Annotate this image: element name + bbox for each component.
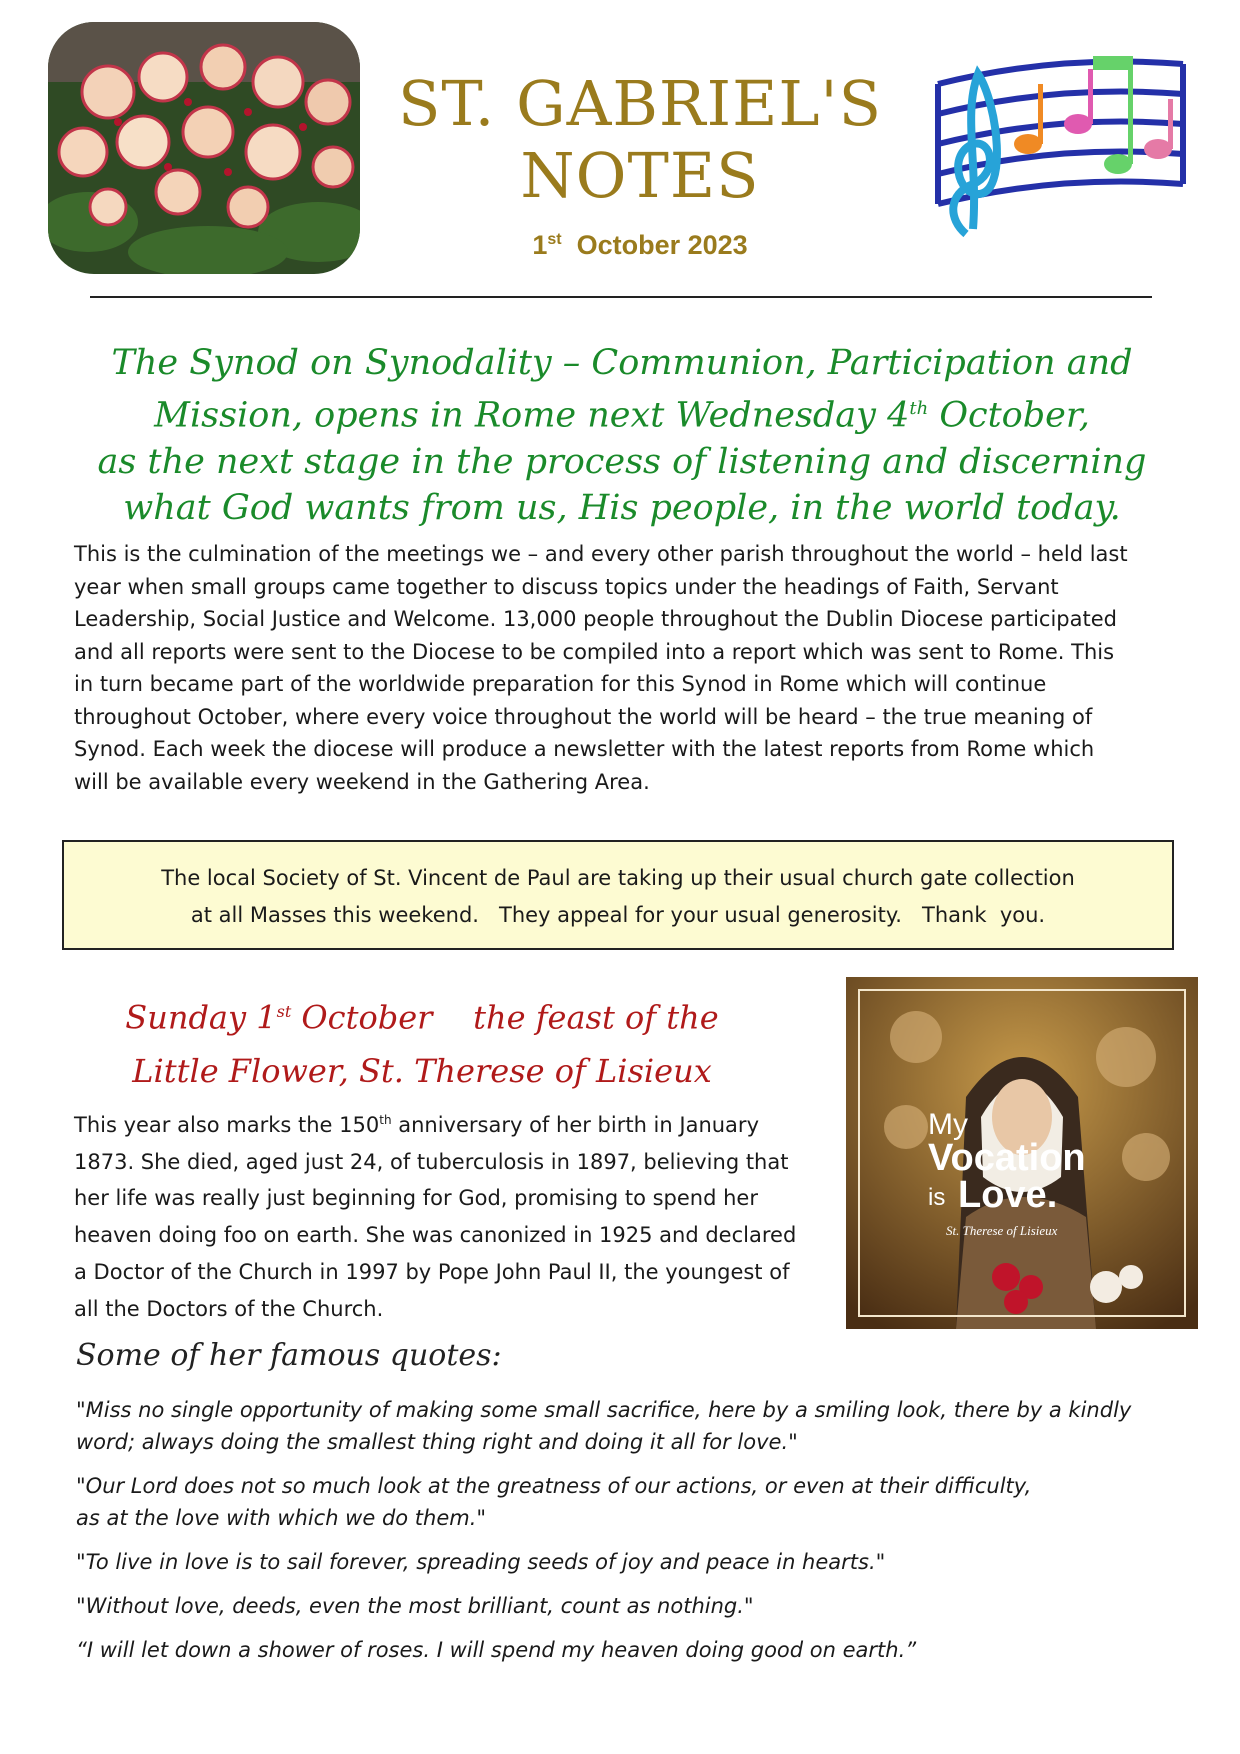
therese-heading-line-2: Little Flower, St. Therese of Lisieux [132, 1051, 712, 1090]
quote-2-line-2: as at the love with which we do them." [76, 1506, 487, 1530]
therese-body-line-1b: anniversary of her birth in January [391, 1113, 759, 1137]
date-suffix: st [547, 231, 562, 248]
image-text-vocation: Vocation [928, 1137, 1086, 1179]
quote-1-line-2: word; always doing the smallest thing right and doing it all for love." [76, 1430, 798, 1454]
synod-headline-line-2a: Mission, opens in Rome next Wednesday 4 [154, 395, 910, 436]
therese-portrait-image [846, 977, 1198, 1329]
synod-body-line: Synod. Each week the diocese will produce a newsletter with the latest reports from Rome which [74, 737, 1095, 761]
image-text-is: is [928, 1184, 946, 1211]
image-caption: St. Therese of Lisieux [946, 1223, 1058, 1238]
therese-body [74, 1102, 844, 1327]
date-day: 1 [532, 230, 548, 260]
image-text-my: My [928, 1108, 968, 1141]
therese-body-line: her life was really just beginning for God, promising to spend her [74, 1186, 758, 1211]
therese-body-line: a Doctor of the Church in 1997 by Pope John Paul II, the youngest of [74, 1259, 790, 1284]
image-text-love: Love. [958, 1174, 1058, 1216]
newsletter-title [390, 68, 890, 212]
quote-4: "Without love, deeds, even the most brilliant, count as nothing." [76, 1594, 754, 1618]
notice-line-1: The local Society of St. Vincent de Paul are taking up their usual church gate collection [161, 866, 1075, 890]
quote-2-line-1: "Our Lord does not so much look at the greatness of our actions, or even at their difficulty, [76, 1474, 1032, 1498]
quote-1-line-1: "Miss no single opportunity of making some small sacrifice, here by a smiling look, there by a kindly [76, 1398, 1132, 1422]
quote-2 [76, 1470, 1176, 1534]
therese-body-line-1a: This year also marks the 150 [74, 1113, 380, 1137]
quotes-heading: Some of her famous quotes: [76, 1338, 502, 1373]
synod-headline-line-2 [72, 386, 1172, 439]
synod-headline-sup: th [909, 398, 929, 419]
title-line-2: NOTES [520, 139, 760, 212]
synod-body-line: in turn became part of the worldwide preparation for this Synod in Rome which will continue [74, 672, 1047, 696]
issue-date [430, 230, 850, 261]
svp-notice-box [62, 840, 1174, 950]
therese-body-sup: th [379, 1113, 392, 1127]
synod-body-line: throughout October, where every voice throughout the world will be heard – the true meaning of [74, 704, 1093, 729]
therese-heading-line-1 [72, 985, 772, 1045]
synod-body-line: and all reports were sent to the Diocese to be compiled into a report which was sent to Rome. This [74, 639, 1115, 664]
therese-body-line: 1873. She died, aged just 24, of tuberculosis in 1897, believing that [74, 1149, 789, 1174]
synod-headline [72, 340, 1172, 531]
quote-3: "To live in love is to sail forever, spreading seeds of joy and peace in hearts." [76, 1550, 886, 1574]
date-month-year: October 2023 [576, 230, 748, 260]
synod-headline-line-3: as the next stage in the process of listening and discerning [97, 441, 1147, 482]
header-divider [90, 296, 1152, 298]
therese-heading-a: Sunday 1 [125, 998, 277, 1037]
therese-body-line: all the Doctors of the Church. [74, 1296, 384, 1321]
synod-headline-line-4: what God wants from us, His people, in the world today. [123, 487, 1121, 528]
synod-body-line: year when small groups came together to discuss topics under the headings of Faith, Servant [74, 574, 1059, 599]
synod-body-line: Leadership, Social Justice and Welcome. 13,000 people throughout the Dublin Diocese participated [74, 607, 1117, 631]
therese-heading-sup: st [276, 1002, 292, 1021]
quote-1 [76, 1394, 1176, 1458]
synod-headline-line-1: The Synod on Synodality – Communion, Participation and [111, 343, 1133, 383]
therese-heading-b: October the feast of the [301, 998, 719, 1037]
music-notes-graphic [918, 44, 1188, 244]
synod-body-line: will be available every weekend in the Gathering Area. [74, 769, 650, 794]
synod-headline-line-2b: October, [939, 395, 1090, 436]
synod-body-line: This is the culmination of the meetings we – and every other parish throughout the world – held last [74, 542, 1128, 566]
synod-body [74, 538, 1164, 798]
therese-heading [72, 985, 772, 1098]
notice-line-2: at all Masses this weekend. They appeal for your usual generosity. Thank you. [190, 903, 1046, 927]
therese-body-line: heaven doing foo on earth. She was canonized in 1925 and declared [74, 1223, 797, 1248]
roses-photo [48, 22, 360, 274]
therese-body-line [74, 1102, 844, 1144]
title-line-1: ST. GABRIEL'S [397, 67, 883, 140]
quote-5: “I will let down a shower of roses. I will spend my heaven doing good on earth.” [76, 1638, 917, 1662]
